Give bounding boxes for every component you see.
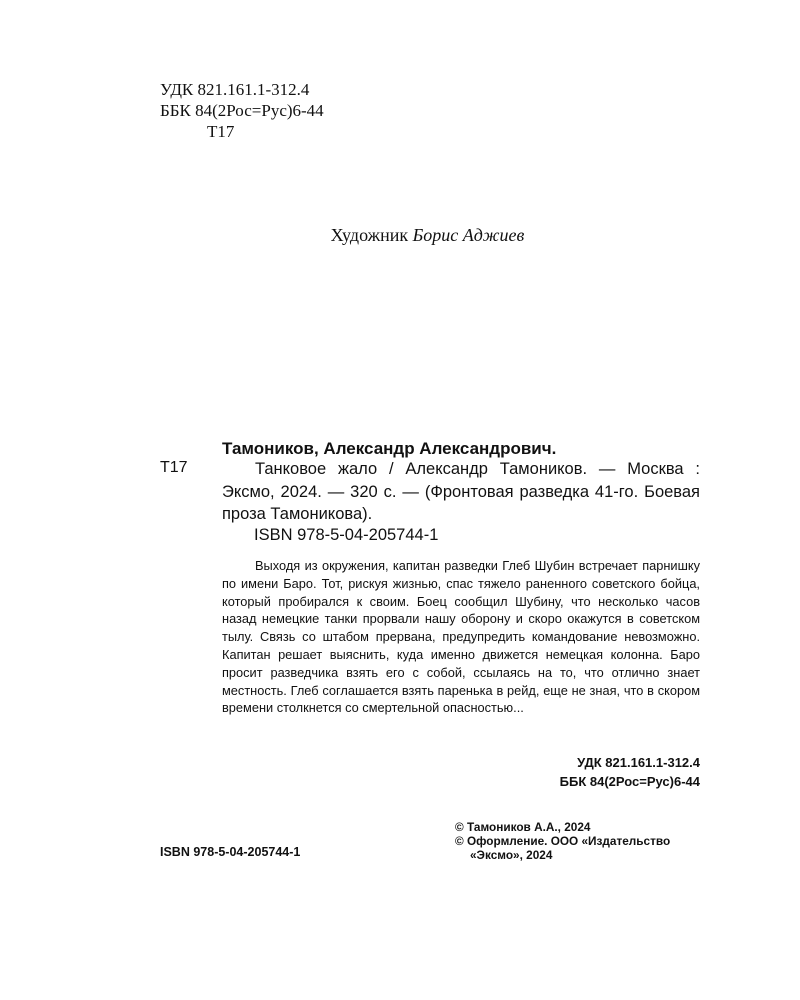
annotation-udk: УДК 821.161.1-312.4: [577, 755, 700, 770]
catalog-isbn: ISBN 978-5-04-205744-1: [254, 526, 439, 544]
udk-code: УДК 821.161.1-312.4: [160, 80, 310, 99]
book-annotation: Выходя из окружения, капитан разведки Глеб Шубин встречает парнишку по имени Баро. Тот, рискуя жизнью, спас тяжело раненного советского бойца, который пробирался к своим. Боец сообщил Шубину, что несколько часов назад немецкие танки прорвали нашу оборону и скоро окажутся в советском тылу. Связь со штабом прервана, предупредить командование невозможно. Капитан решает выяснить, куда именно движется немецкая колонна. Баро просит разведчика взять его с собой, ссылаясь на то, что отлично знает местность. Глеб соглашается взять паренька в рейд, еще не зная, что в скором времени столкнется со смертельной опасностью...: [222, 558, 700, 716]
catalog-author: Тамоников, Александр Александрович.: [222, 439, 557, 458]
artist-credit: [0, 225, 800, 246]
author-sign: Т17: [207, 122, 235, 141]
catalog-citation: Танковое жало / Александр Тамоников. — Москва : Эксмо, 2024. — 320 с. — (Фронтовая разведка 41-го. Боевая проза Тамоникова).: [222, 460, 700, 523]
copyright-author: © Тамоников А.А., 2024: [455, 820, 591, 834]
artist-label: Художник: [330, 225, 409, 245]
bbk-code: ББК 84(2Рос=Рус)6-44: [160, 101, 324, 120]
copyright-publisher-cont: «Эксмо», 2024: [470, 848, 553, 862]
isbn-bottom: ISBN 978-5-04-205744-1: [160, 845, 301, 859]
annotation-bbk: ББК 84(2Рос=Рус)6-44: [559, 774, 700, 789]
artist-name: Борис Аджиев: [412, 225, 525, 245]
copyright-publisher: © Оформление. ООО «Издательство: [455, 834, 671, 848]
catalog-author-sign: Т17: [160, 459, 188, 476]
